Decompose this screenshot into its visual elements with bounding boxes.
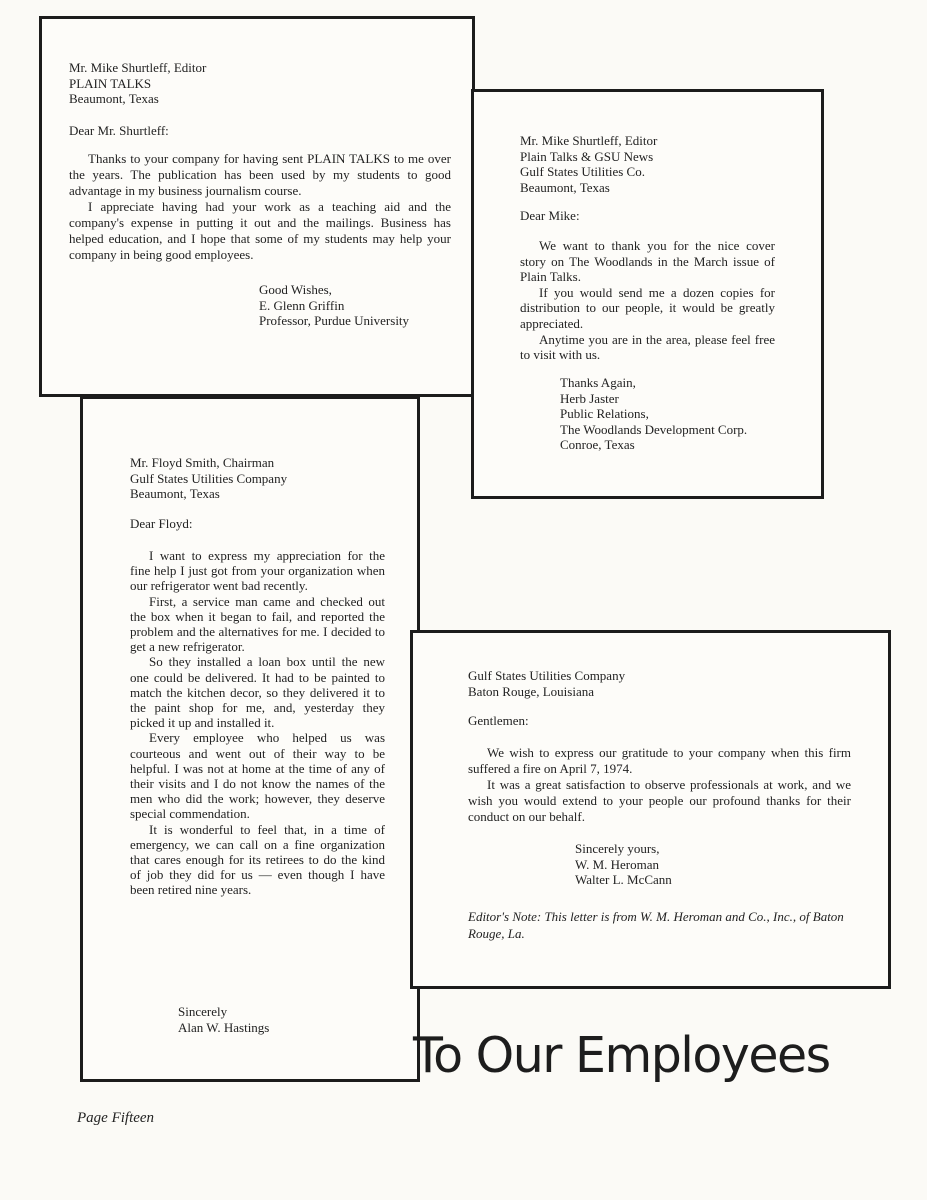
letter-signature [259, 282, 409, 329]
letter-paragraph: If you would send me a dozen copies for distribution to our people, it would be greatly appreciated. [520, 284, 775, 331]
address-line: Plain Talks & GSU News [520, 148, 654, 164]
address-line: Baton Rouge, Louisiana [468, 683, 595, 699]
signature-line: The Woodlands Development Corp. [560, 421, 748, 437]
letter-paragraph: Anytime you are in the area, please feel free to visit with us. [520, 331, 775, 363]
letter-paragraph: First, a service man came and checked out the box when it began to fail, and reported the problem and the alternatives for me. I decided to get a new refrigerator. [130, 593, 385, 655]
address-line: Mr. Mike Shurtleff, Editor [69, 60, 207, 75]
letter-griffin [39, 16, 475, 397]
signature-line: W. M. Heroman [575, 856, 660, 872]
letter-address [520, 133, 657, 195]
letter-paragraph: We wish to express our gratitude to your company when this firm suffered a fire on April 7, 1974. [468, 745, 851, 776]
signature-line: Public Relations, [560, 406, 649, 421]
letter-signature [560, 375, 747, 453]
signature-line: Thanks Again, [560, 375, 636, 390]
letter-body [130, 548, 385, 898]
signature-line: Walter L. McCann [575, 872, 672, 887]
letter-body [520, 238, 775, 363]
letter-hastings [80, 396, 420, 1082]
address-line: Beaumont, Texas [69, 91, 159, 106]
signature-line: Herb Jaster [560, 390, 619, 406]
letter-salutation: Gentlemen: [468, 713, 529, 728]
letter-salutation: Dear Floyd: [130, 516, 193, 531]
letter-body [468, 745, 851, 825]
letter-salutation: Dear Mike: [520, 208, 580, 223]
letter-paragraph: It was a great satisfaction to observe professionals at work, and we wish you would extend to your people our profound thanks for their conduct on our behalf. [468, 777, 851, 824]
signature-line: Conroe, Texas [560, 437, 635, 452]
section-banner: To Our Employees [413, 1027, 830, 1084]
letter-paragraph: I appreciate having had your work as a teaching aid and the company's expense in putting it out and the mailings. Business has helped education, and I hope that some of my students may help your company in being good employees. [69, 199, 451, 262]
address-line: Gulf States Utilities Co. [520, 164, 645, 179]
address-line: Gulf States Utilities Company [468, 668, 626, 683]
letter-jaster [471, 89, 824, 499]
page-number: Page Fifteen [77, 1110, 155, 1126]
letter-address [69, 60, 206, 107]
address-line: Mr. Floyd Smith, Chairman [130, 455, 275, 470]
letter-paragraph: I want to express my appreciation for the fine help I just got from your organization when our refrigerator went bad recently. [130, 548, 385, 594]
letter-paragraph: So they installed a loan box until the new one could be delivered. It had to be painted to match the kitchen decor, so they delivered it to the paint shop for me, and, yesterday they picked it up and installed it. [130, 654, 385, 731]
letter-paragraph: Every employee who helped us was courteous and went out of their way to be helpful. I was not at home at the time of any of their visits and I do not know the names of the men who did the work; however, they deserve special commendation. [130, 730, 385, 822]
editors-note: Editor's Note: This letter is from W. M. Heroman and Co., Inc., of Baton Rouge, La. [468, 909, 844, 941]
letter-paragraph: Thanks to your company for having sent PLAIN TALKS to me over the years. The publication has been used by my students to good advantage in my business journalism course. [69, 151, 451, 198]
letter-paragraph: It is wonderful to feel that, in a time of emergency, we can call on a fine organization that cares enough for its retirees to do the kind of job they did for us — even though I have been retired nine years. [130, 821, 385, 898]
letter-signature [178, 1004, 269, 1035]
signature-line: Alan W. Hastings [178, 1019, 270, 1035]
letter-address [468, 668, 625, 699]
signature-line: E. Glenn Griffin [259, 297, 345, 313]
address-line: Beaumont, Texas [520, 179, 610, 195]
letter-paragraph: We want to thank you for the nice cover story on The Woodlands in the March issue of Plain Talks. [520, 238, 775, 285]
letter-body [69, 151, 451, 263]
signature-line: Sincerely yours, [575, 841, 660, 856]
address-line: PLAIN TALKS [69, 75, 152, 91]
address-line: Gulf States Utilities Company [130, 470, 288, 486]
letter-address [130, 455, 287, 502]
letter-signature [575, 841, 672, 888]
signature-line: Sincerely [178, 1004, 228, 1019]
letter-salutation: Dear Mr. Shurtleff: [69, 123, 169, 138]
signature-line: Good Wishes, [259, 282, 332, 297]
address-line: Mr. Mike Shurtleff, Editor [520, 133, 658, 148]
address-line: Beaumont, Texas [130, 486, 220, 501]
letter-heroman [410, 630, 891, 989]
signature-line: Professor, Purdue University [259, 313, 410, 328]
